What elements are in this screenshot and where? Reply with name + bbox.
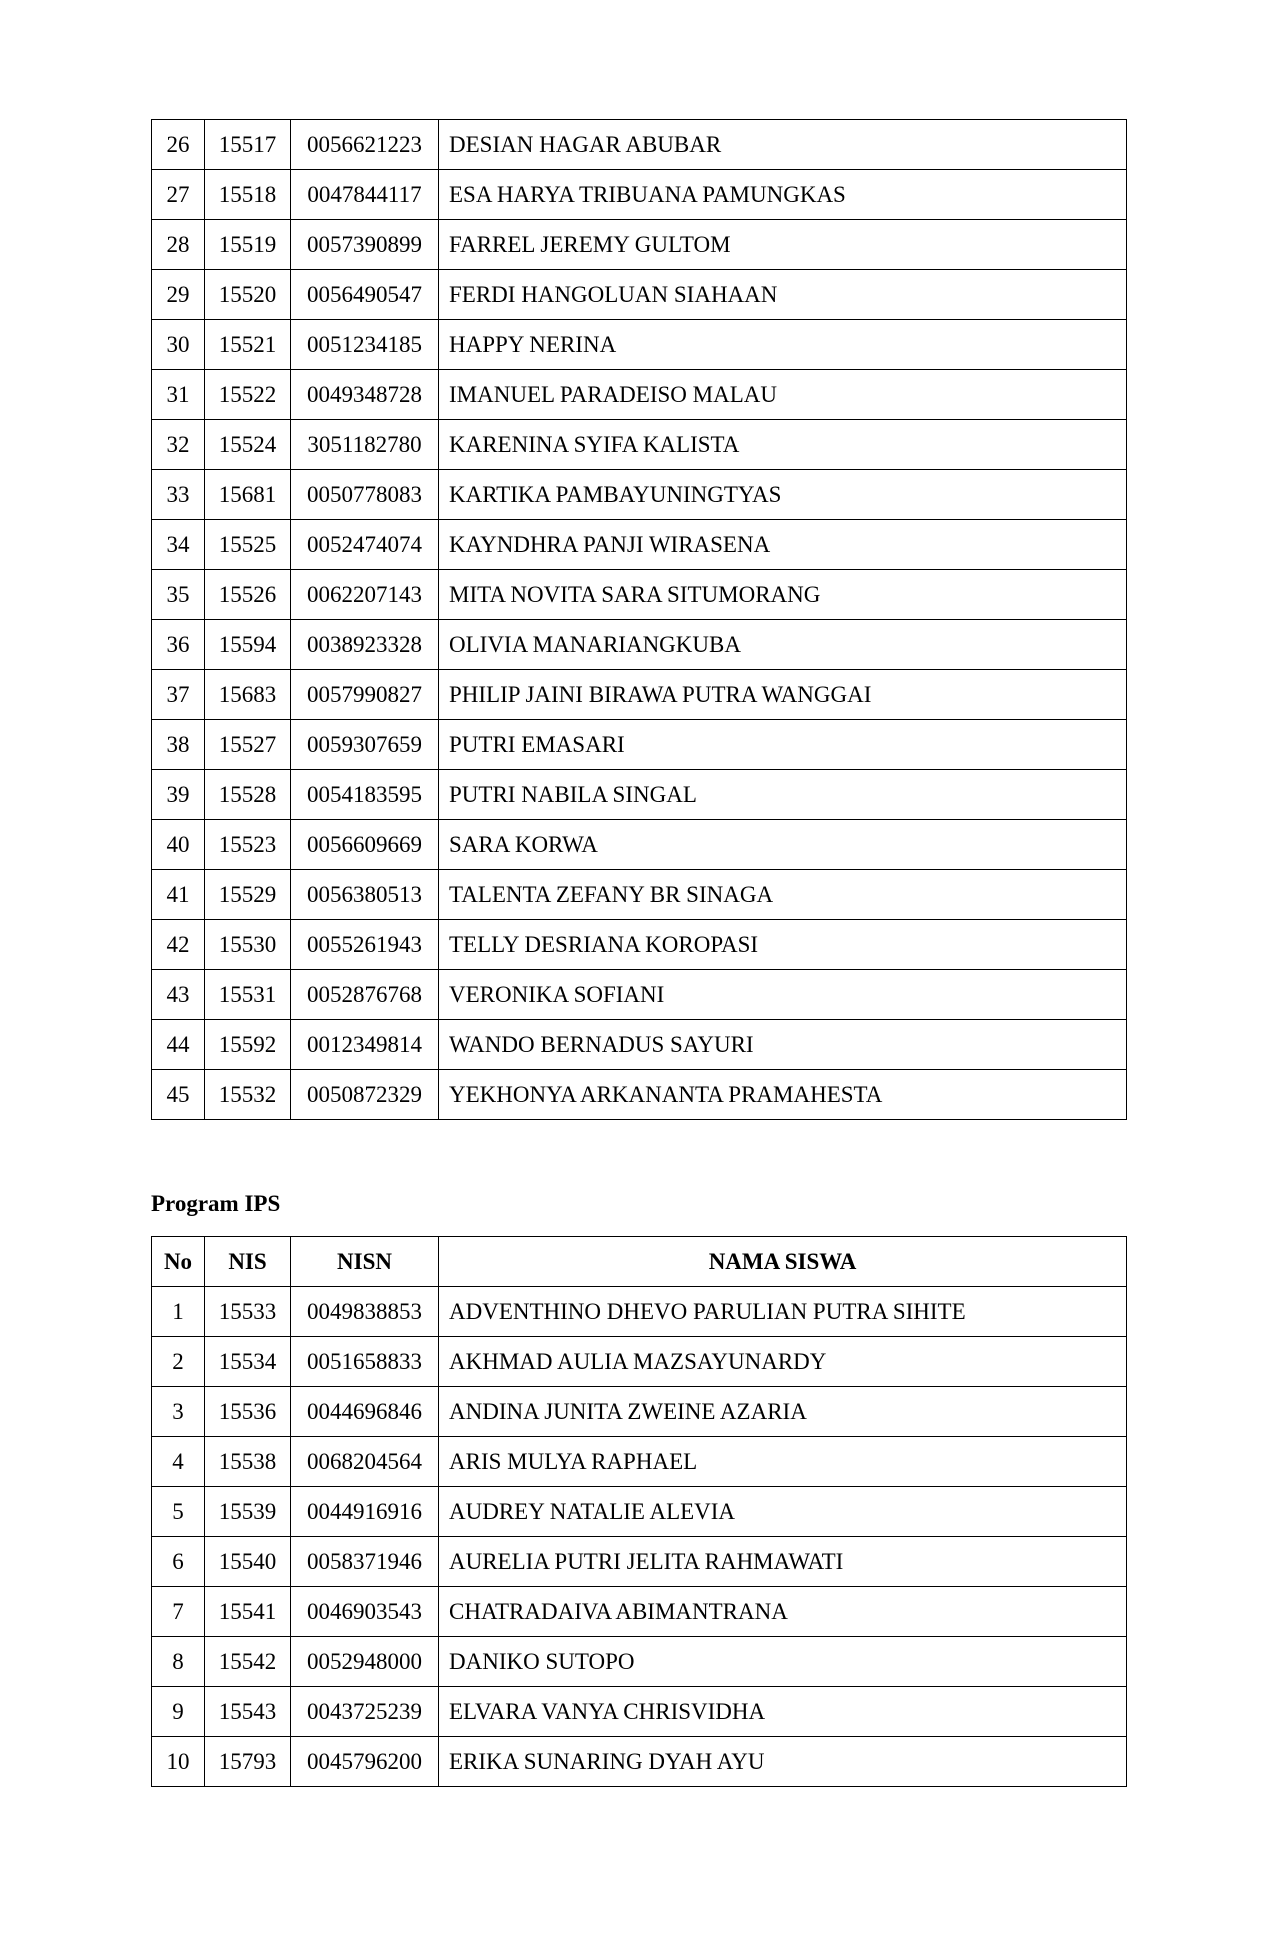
cell-no: 3 <box>152 1387 205 1437</box>
table-row <box>152 470 1127 520</box>
cell-nis: 15533 <box>205 1287 291 1337</box>
cell-nisn: 0051658833 <box>291 1337 439 1387</box>
table-row <box>152 770 1127 820</box>
cell-nisn: 0062207143 <box>291 570 439 620</box>
cell-nama-siswa: ARIS MULYA RAPHAEL <box>439 1437 1127 1487</box>
cell-no: 6 <box>152 1537 205 1587</box>
cell-no: 9 <box>152 1687 205 1737</box>
cell-nisn: 0046903543 <box>291 1587 439 1637</box>
cell-nisn: 0050778083 <box>291 470 439 520</box>
cell-nisn: 0050872329 <box>291 1070 439 1120</box>
cell-nama-siswa: ESA HARYA TRIBUANA PAMUNGKAS <box>439 170 1127 220</box>
table-row <box>152 920 1127 970</box>
cell-nama-siswa: TALENTA ZEFANY BR SINAGA <box>439 870 1127 920</box>
cell-nis: 15524 <box>205 420 291 470</box>
cell-nama-siswa: VERONIKA SOFIANI <box>439 970 1127 1020</box>
cell-nis: 15519 <box>205 220 291 270</box>
cell-nisn: 0057390899 <box>291 220 439 270</box>
cell-nis: 15518 <box>205 170 291 220</box>
cell-no: 38 <box>152 720 205 770</box>
cell-nis: 15539 <box>205 1487 291 1537</box>
cell-nis: 15521 <box>205 320 291 370</box>
cell-nama-siswa: IMANUEL PARADEISO MALAU <box>439 370 1127 420</box>
cell-no: 27 <box>152 170 205 220</box>
cell-no: 41 <box>152 870 205 920</box>
table-row <box>152 1687 1127 1737</box>
cell-nama-siswa: ANDINA JUNITA ZWEINE AZARIA <box>439 1387 1127 1437</box>
cell-no: 28 <box>152 220 205 270</box>
cell-nisn: 0055261943 <box>291 920 439 970</box>
cell-nisn: 0054183595 <box>291 770 439 820</box>
cell-nis: 15517 <box>205 120 291 170</box>
cell-nisn: 0059307659 <box>291 720 439 770</box>
cell-no: 35 <box>152 570 205 620</box>
cell-no: 45 <box>152 1070 205 1120</box>
cell-nisn: 0043725239 <box>291 1687 439 1737</box>
cell-no: 31 <box>152 370 205 420</box>
table-row <box>152 270 1127 320</box>
table-row <box>152 620 1127 670</box>
cell-nama-siswa: AUDREY NATALIE ALEVIA <box>439 1487 1127 1537</box>
cell-nis: 15683 <box>205 670 291 720</box>
cell-nisn: 0056609669 <box>291 820 439 870</box>
cell-no: 40 <box>152 820 205 870</box>
cell-nama-siswa: DANIKO SUTOPO <box>439 1637 1127 1687</box>
cell-no: 42 <box>152 920 205 970</box>
cell-nisn: 0049838853 <box>291 1287 439 1337</box>
student-table-ips <box>151 1236 1127 1787</box>
cell-no: 37 <box>152 670 205 720</box>
table-row <box>152 1070 1127 1120</box>
cell-nama-siswa: SARA KORWA <box>439 820 1127 870</box>
cell-nama-siswa: ERIKA SUNARING DYAH AYU <box>439 1737 1127 1787</box>
cell-nisn: 0052948000 <box>291 1637 439 1687</box>
table-header-row <box>152 1237 1127 1287</box>
column-header-no: No <box>152 1237 205 1287</box>
student-table-body <box>152 120 1127 1120</box>
cell-nis: 15541 <box>205 1587 291 1637</box>
cell-no: 2 <box>152 1337 205 1387</box>
cell-nama-siswa: OLIVIA MANARIANGKUBA <box>439 620 1127 670</box>
cell-nis: 15530 <box>205 920 291 970</box>
cell-nis: 15526 <box>205 570 291 620</box>
cell-nis: 15528 <box>205 770 291 820</box>
table-row <box>152 420 1127 470</box>
table-row <box>152 1587 1127 1637</box>
cell-no: 8 <box>152 1637 205 1687</box>
student-table-continued <box>151 119 1127 1120</box>
cell-nisn: 0058371946 <box>291 1537 439 1587</box>
cell-nama-siswa: KARENINA SYIFA KALISTA <box>439 420 1127 470</box>
cell-nis: 15529 <box>205 870 291 920</box>
cell-nama-siswa: ADVENTHINO DHEVO PARULIAN PUTRA SIHITE <box>439 1287 1127 1337</box>
cell-nisn: 0052474074 <box>291 520 439 570</box>
table-row <box>152 1287 1127 1337</box>
cell-nis: 15542 <box>205 1637 291 1687</box>
cell-nisn: 0068204564 <box>291 1437 439 1487</box>
cell-nama-siswa: AKHMAD AULIA MAZSAYUNARDY <box>439 1337 1127 1387</box>
cell-no: 43 <box>152 970 205 1020</box>
table-header <box>152 1237 1127 1287</box>
section-heading-program-ips: Program IPS <box>151 1191 281 1216</box>
table-row <box>152 1737 1127 1787</box>
cell-nisn: 0057990827 <box>291 670 439 720</box>
cell-nisn: 0047844117 <box>291 170 439 220</box>
cell-nama-siswa: PHILIP JAINI BIRAWA PUTRA WANGGAI <box>439 670 1127 720</box>
cell-nama-siswa: MITA NOVITA SARA SITUMORANG <box>439 570 1127 620</box>
table-row <box>152 120 1127 170</box>
cell-no: 26 <box>152 120 205 170</box>
cell-nis: 15538 <box>205 1437 291 1487</box>
cell-nisn: 0045796200 <box>291 1737 439 1787</box>
cell-nama-siswa: KAYNDHRA PANJI WIRASENA <box>439 520 1127 570</box>
cell-nisn: 0044916916 <box>291 1487 439 1537</box>
table-row <box>152 1387 1127 1437</box>
cell-nis: 15594 <box>205 620 291 670</box>
cell-nama-siswa: ELVARA VANYA CHRISVIDHA <box>439 1687 1127 1737</box>
cell-nis: 15523 <box>205 820 291 870</box>
cell-nisn: 0052876768 <box>291 970 439 1020</box>
cell-no: 10 <box>152 1737 205 1787</box>
table-row <box>152 170 1127 220</box>
table-row <box>152 870 1127 920</box>
column-header-nama-siswa: NAMA SISWA <box>439 1237 1127 1287</box>
cell-nama-siswa: YEKHONYA ARKANANTA PRAMAHESTA <box>439 1070 1127 1120</box>
cell-nisn: 0012349814 <box>291 1020 439 1070</box>
cell-nama-siswa: AURELIA PUTRI JELITA RAHMAWATI <box>439 1537 1127 1587</box>
cell-nis: 15520 <box>205 270 291 320</box>
table-row <box>152 1020 1127 1070</box>
cell-no: 33 <box>152 470 205 520</box>
table-row <box>152 720 1127 770</box>
table-row <box>152 1637 1127 1687</box>
cell-no: 30 <box>152 320 205 370</box>
table-row <box>152 1437 1127 1487</box>
cell-nis: 15522 <box>205 370 291 420</box>
table-row <box>152 820 1127 870</box>
cell-nis: 15536 <box>205 1387 291 1437</box>
table-row <box>152 320 1127 370</box>
table-row <box>152 1537 1127 1587</box>
cell-nis: 15532 <box>205 1070 291 1120</box>
cell-nisn: 0044696846 <box>291 1387 439 1437</box>
column-header-nisn: NISN <box>291 1237 439 1287</box>
table-row <box>152 570 1127 620</box>
cell-nama-siswa: CHATRADAIVA ABIMANTRANA <box>439 1587 1127 1637</box>
cell-nama-siswa: HAPPY NERINA <box>439 320 1127 370</box>
cell-no: 1 <box>152 1287 205 1337</box>
table-row <box>152 670 1127 720</box>
cell-no: 4 <box>152 1437 205 1487</box>
table-row <box>152 520 1127 570</box>
column-header-nis: NIS <box>205 1237 291 1287</box>
cell-nis: 15681 <box>205 470 291 520</box>
cell-no: 29 <box>152 270 205 320</box>
table-row <box>152 1487 1127 1537</box>
cell-nisn: 0056621223 <box>291 120 439 170</box>
cell-no: 36 <box>152 620 205 670</box>
cell-no: 7 <box>152 1587 205 1637</box>
cell-nama-siswa: PUTRI NABILA SINGAL <box>439 770 1127 820</box>
cell-nis: 15543 <box>205 1687 291 1737</box>
cell-no: 32 <box>152 420 205 470</box>
cell-nama-siswa: FERDI HANGOLUAN SIAHAAN <box>439 270 1127 320</box>
cell-nisn: 0056380513 <box>291 870 439 920</box>
student-table-body <box>152 1287 1127 1787</box>
cell-nis: 15592 <box>205 1020 291 1070</box>
cell-nisn: 0049348728 <box>291 370 439 420</box>
cell-nama-siswa: PUTRI EMASARI <box>439 720 1127 770</box>
cell-nis: 15540 <box>205 1537 291 1587</box>
cell-no: 44 <box>152 1020 205 1070</box>
cell-no: 5 <box>152 1487 205 1537</box>
cell-nis: 15534 <box>205 1337 291 1387</box>
cell-nis: 15793 <box>205 1737 291 1787</box>
table-row <box>152 1337 1127 1387</box>
cell-nisn: 0051234185 <box>291 320 439 370</box>
cell-no: 34 <box>152 520 205 570</box>
cell-nisn: 3051182780 <box>291 420 439 470</box>
cell-nis: 15527 <box>205 720 291 770</box>
cell-no: 39 <box>152 770 205 820</box>
cell-nisn: 0056490547 <box>291 270 439 320</box>
cell-nama-siswa: DESIAN HAGAR ABUBAR <box>439 120 1127 170</box>
table-row <box>152 970 1127 1020</box>
cell-nama-siswa: FARREL JEREMY GULTOM <box>439 220 1127 270</box>
cell-nis: 15525 <box>205 520 291 570</box>
cell-nis: 15531 <box>205 970 291 1020</box>
cell-nama-siswa: TELLY DESRIANA KOROPASI <box>439 920 1127 970</box>
cell-nama-siswa: WANDO BERNADUS SAYURI <box>439 1020 1127 1070</box>
cell-nama-siswa: KARTIKA PAMBAYUNINGTYAS <box>439 470 1127 520</box>
table-row <box>152 220 1127 270</box>
cell-nisn: 0038923328 <box>291 620 439 670</box>
table-row <box>152 370 1127 420</box>
